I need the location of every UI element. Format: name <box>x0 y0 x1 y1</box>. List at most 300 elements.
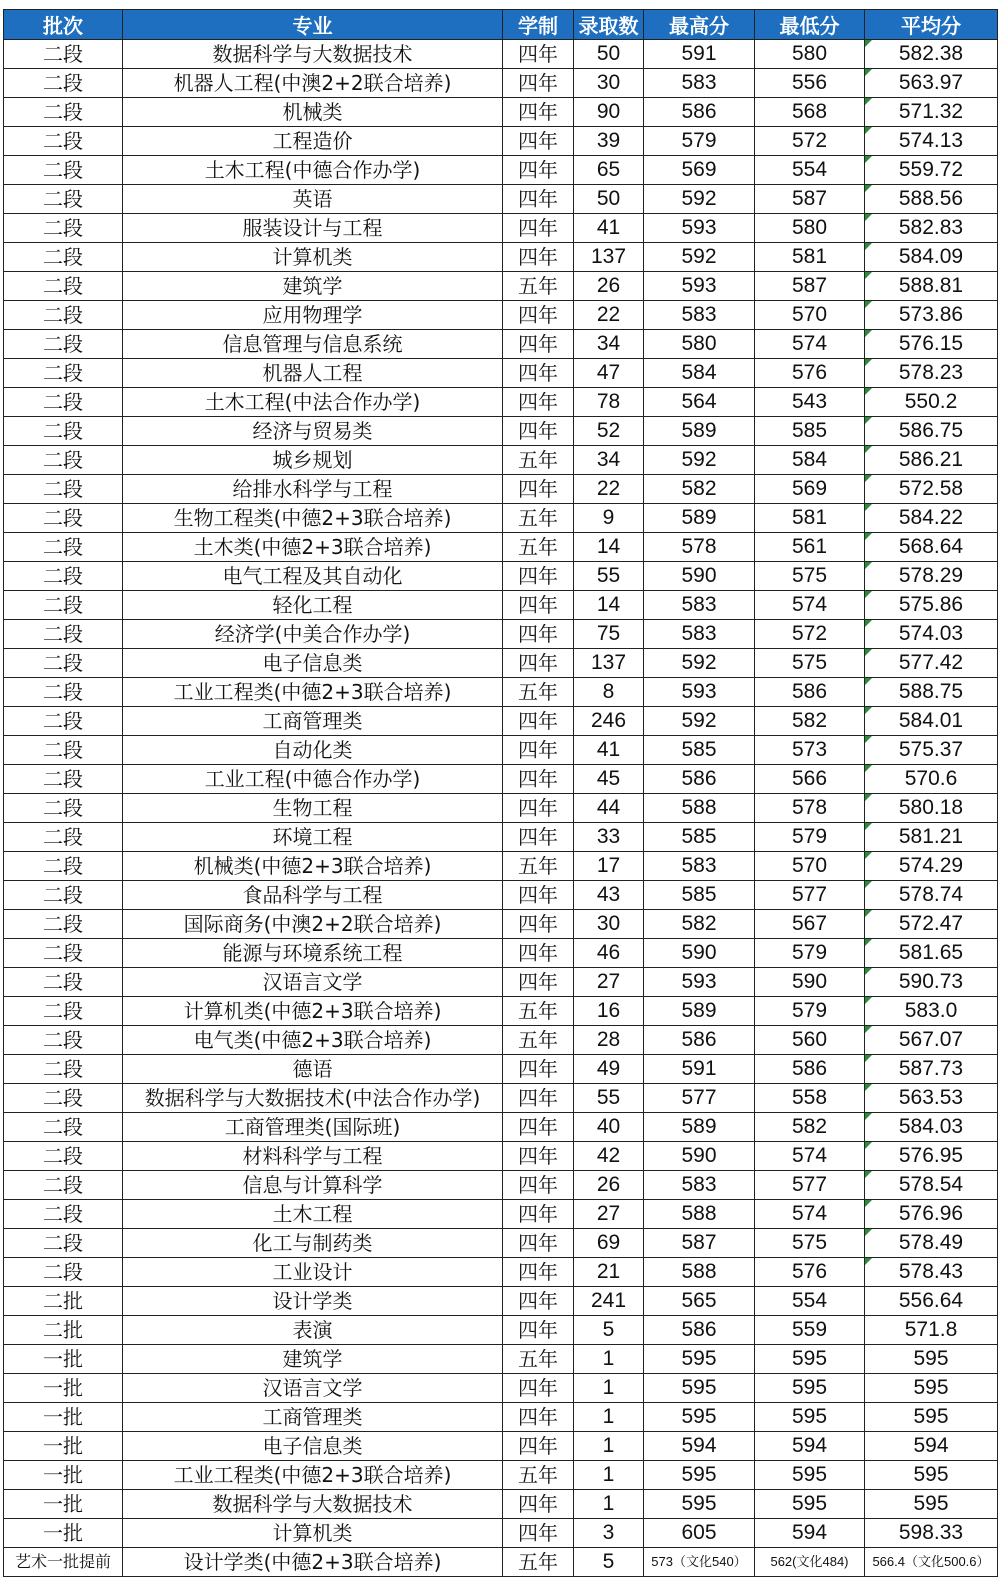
cell-avg-score: 571.8 <box>865 1316 998 1345</box>
cell-batch: 二段 <box>4 40 123 69</box>
cell-avg-score: 550.2 <box>865 388 998 417</box>
cell-major: 给排水科学与工程 <box>123 475 503 504</box>
cell-max-score: 590 <box>644 939 755 968</box>
cell-admitted-count: 50 <box>574 185 644 214</box>
cell-duration: 四年 <box>503 1055 574 1084</box>
table-row <box>4 446 998 475</box>
cell-avg-score: 576.96 <box>865 1200 998 1229</box>
table-row <box>4 1258 998 1287</box>
cell-max-score: 583 <box>644 1171 755 1200</box>
header-min-score: 最低分 <box>755 10 865 40</box>
cell-duration: 四年 <box>503 1229 574 1258</box>
cell-max-score: 595 <box>644 1374 755 1403</box>
cell-max-score: 583 <box>644 620 755 649</box>
cell-avg-score: 567.07 <box>865 1026 998 1055</box>
cell-min-score: 580 <box>755 40 865 69</box>
table-row <box>4 910 998 939</box>
cell-major: 建筑学 <box>123 1345 503 1374</box>
cell-admitted-count: 41 <box>574 214 644 243</box>
table-row <box>4 1432 998 1461</box>
cell-batch: 二段 <box>4 301 123 330</box>
cell-duration: 四年 <box>503 881 574 910</box>
cell-max-score: 583 <box>644 591 755 620</box>
cell-min-score: 590 <box>755 968 865 997</box>
cell-batch: 二段 <box>4 707 123 736</box>
cell-major: 建筑学 <box>123 272 503 301</box>
header-max-score: 最高分 <box>644 10 755 40</box>
cell-admitted-count: 33 <box>574 823 644 852</box>
cell-duration: 五年 <box>503 997 574 1026</box>
cell-batch: 二批 <box>4 1316 123 1345</box>
table-row <box>4 997 998 1026</box>
cell-avg-score: 587.73 <box>865 1055 998 1084</box>
cell-max-score: 573（文化540） <box>644 1548 755 1577</box>
cell-min-score: 560 <box>755 1026 865 1055</box>
table-row <box>4 40 998 69</box>
cell-max-score: 585 <box>644 736 755 765</box>
cell-min-score: 576 <box>755 359 865 388</box>
cell-avg-score: 582.38 <box>865 40 998 69</box>
cell-duration: 四年 <box>503 562 574 591</box>
cell-max-score: 591 <box>644 1055 755 1084</box>
cell-major: 土木类(中德2+3联合培养) <box>123 533 503 562</box>
cell-avg-score: 563.97 <box>865 69 998 98</box>
cell-min-score: 577 <box>755 881 865 910</box>
cell-min-score: 595 <box>755 1374 865 1403</box>
cell-avg-score: 574.13 <box>865 127 998 156</box>
table-row <box>4 823 998 852</box>
cell-major: 德语 <box>123 1055 503 1084</box>
cell-max-score: 586 <box>644 1026 755 1055</box>
cell-avg-score: 576.15 <box>865 330 998 359</box>
cell-duration: 四年 <box>503 910 574 939</box>
cell-major: 环境工程 <box>123 823 503 852</box>
cell-duration: 四年 <box>503 359 574 388</box>
cell-min-score: 568 <box>755 98 865 127</box>
table-row <box>4 243 998 272</box>
table-row <box>4 562 998 591</box>
cell-duration: 四年 <box>503 243 574 272</box>
cell-batch: 二批 <box>4 1287 123 1316</box>
cell-min-score: 582 <box>755 1113 865 1142</box>
cell-max-score: 589 <box>644 1113 755 1142</box>
cell-major: 工商管理类(国际班) <box>123 1113 503 1142</box>
cell-admitted-count: 28 <box>574 1026 644 1055</box>
cell-max-score: 592 <box>644 707 755 736</box>
cell-avg-score: 586.75 <box>865 417 998 446</box>
table-row <box>4 678 998 707</box>
cell-duration: 四年 <box>503 591 574 620</box>
cell-min-score: 578 <box>755 794 865 823</box>
cell-major: 工商管理类 <box>123 1403 503 1432</box>
cell-duration: 四年 <box>503 301 574 330</box>
cell-min-score: 584 <box>755 446 865 475</box>
cell-major: 土木工程 <box>123 1200 503 1229</box>
table-row <box>4 214 998 243</box>
cell-duration: 四年 <box>503 649 574 678</box>
cell-avg-score: 595 <box>865 1374 998 1403</box>
cell-admitted-count: 30 <box>574 69 644 98</box>
table-row <box>4 968 998 997</box>
cell-admitted-count: 42 <box>574 1142 644 1171</box>
cell-major: 计算机类 <box>123 243 503 272</box>
cell-min-score: 595 <box>755 1461 865 1490</box>
cell-major: 机械类(中德2+3联合培养) <box>123 852 503 881</box>
cell-duration: 五年 <box>503 504 574 533</box>
cell-admitted-count: 49 <box>574 1055 644 1084</box>
table-body <box>4 40 998 1577</box>
cell-batch: 二段 <box>4 1026 123 1055</box>
cell-avg-score: 581.65 <box>865 939 998 968</box>
table-row <box>4 736 998 765</box>
cell-min-score: 567 <box>755 910 865 939</box>
table-row <box>4 881 998 910</box>
table-row <box>4 939 998 968</box>
cell-admitted-count: 39 <box>574 127 644 156</box>
cell-min-score: 580 <box>755 214 865 243</box>
cell-admitted-count: 75 <box>574 620 644 649</box>
cell-duration: 五年 <box>503 852 574 881</box>
cell-admitted-count: 5 <box>574 1548 644 1577</box>
table-row <box>4 794 998 823</box>
cell-max-score: 589 <box>644 417 755 446</box>
cell-major: 工程造价 <box>123 127 503 156</box>
cell-duration: 四年 <box>503 1258 574 1287</box>
table-header <box>4 10 998 40</box>
cell-min-score: 562(文化484) <box>755 1548 865 1577</box>
cell-max-score: 564 <box>644 388 755 417</box>
cell-min-score: 581 <box>755 504 865 533</box>
cell-major: 数据科学与大数据技术(中法合作办学) <box>123 1084 503 1113</box>
cell-avg-score: 571.32 <box>865 98 998 127</box>
cell-admitted-count: 27 <box>574 1200 644 1229</box>
cell-min-score: 595 <box>755 1345 865 1374</box>
cell-batch: 二段 <box>4 591 123 620</box>
cell-admitted-count: 50 <box>574 40 644 69</box>
cell-batch: 二段 <box>4 1200 123 1229</box>
cell-avg-score: 563.53 <box>865 1084 998 1113</box>
cell-min-score: 556 <box>755 69 865 98</box>
cell-duration: 四年 <box>503 1142 574 1171</box>
cell-duration: 四年 <box>503 156 574 185</box>
cell-min-score: 561 <box>755 533 865 562</box>
cell-major: 汉语言文学 <box>123 1374 503 1403</box>
cell-major: 土木工程(中德合作办学) <box>123 156 503 185</box>
cell-min-score: 575 <box>755 1229 865 1258</box>
cell-major: 信息与计算科学 <box>123 1171 503 1200</box>
table-row <box>4 504 998 533</box>
cell-max-score: 578 <box>644 533 755 562</box>
cell-min-score: 587 <box>755 272 865 301</box>
cell-min-score: 566 <box>755 765 865 794</box>
cell-avg-score: 582.83 <box>865 214 998 243</box>
cell-avg-score: 586.21 <box>865 446 998 475</box>
cell-avg-score: 570.6 <box>865 765 998 794</box>
cell-avg-score: 583.0 <box>865 997 998 1026</box>
cell-major: 土木工程(中法合作办学) <box>123 388 503 417</box>
cell-batch: 二段 <box>4 417 123 446</box>
header-admitted-count: 录取数 <box>574 10 644 40</box>
cell-major: 经济与贸易类 <box>123 417 503 446</box>
cell-duration: 四年 <box>503 1113 574 1142</box>
cell-avg-score: 584.22 <box>865 504 998 533</box>
table-row <box>4 1171 998 1200</box>
cell-admitted-count: 9 <box>574 504 644 533</box>
cell-batch: 二段 <box>4 359 123 388</box>
cell-batch: 二段 <box>4 997 123 1026</box>
cell-avg-score: 574.29 <box>865 852 998 881</box>
table-row <box>4 156 998 185</box>
table-row <box>4 1113 998 1142</box>
cell-max-score: 588 <box>644 794 755 823</box>
cell-max-score: 586 <box>644 98 755 127</box>
table-row <box>4 1026 998 1055</box>
cell-batch: 二段 <box>4 649 123 678</box>
header-row <box>4 10 998 40</box>
table-row <box>4 1055 998 1084</box>
cell-admitted-count: 246 <box>574 707 644 736</box>
cell-min-score: 558 <box>755 1084 865 1113</box>
cell-major: 电子信息类 <box>123 649 503 678</box>
cell-batch: 二段 <box>4 446 123 475</box>
table-row <box>4 330 998 359</box>
cell-major: 设计学类 <box>123 1287 503 1316</box>
cell-duration: 四年 <box>503 1316 574 1345</box>
cell-major: 计算机类(中德2+3联合培养) <box>123 997 503 1026</box>
cell-max-score: 586 <box>644 1316 755 1345</box>
cell-batch: 二段 <box>4 1258 123 1287</box>
cell-batch: 二段 <box>4 562 123 591</box>
cell-max-score: 595 <box>644 1461 755 1490</box>
cell-min-score: 574 <box>755 330 865 359</box>
cell-major: 机器人工程(中澳2+2联合培养) <box>123 69 503 98</box>
cell-duration: 五年 <box>503 272 574 301</box>
cell-admitted-count: 21 <box>574 1258 644 1287</box>
cell-min-score: 543 <box>755 388 865 417</box>
cell-avg-score: 590.73 <box>865 968 998 997</box>
cell-avg-score: 578.29 <box>865 562 998 591</box>
cell-duration: 五年 <box>503 1345 574 1374</box>
table-row <box>4 69 998 98</box>
cell-max-score: 580 <box>644 330 755 359</box>
cell-avg-score: 576.95 <box>865 1142 998 1171</box>
cell-avg-score: 577.42 <box>865 649 998 678</box>
cell-batch: 二段 <box>4 1229 123 1258</box>
cell-major: 机器人工程 <box>123 359 503 388</box>
cell-admitted-count: 34 <box>574 330 644 359</box>
cell-batch: 二段 <box>4 881 123 910</box>
cell-max-score: 583 <box>644 301 755 330</box>
cell-min-score: 569 <box>755 475 865 504</box>
cell-avg-score: 595 <box>865 1490 998 1519</box>
cell-avg-score: 574.03 <box>865 620 998 649</box>
cell-batch: 二段 <box>4 185 123 214</box>
table-row <box>4 852 998 881</box>
cell-duration: 四年 <box>503 736 574 765</box>
cell-max-score: 605 <box>644 1519 755 1548</box>
cell-major: 生物工程类(中德2+3联合培养) <box>123 504 503 533</box>
cell-duration: 四年 <box>503 1374 574 1403</box>
cell-min-score: 587 <box>755 185 865 214</box>
cell-max-score: 594 <box>644 1432 755 1461</box>
cell-major: 计算机类 <box>123 1519 503 1548</box>
table-row <box>4 1229 998 1258</box>
table-row <box>4 591 998 620</box>
cell-major: 电气类(中德2+3联合培养) <box>123 1026 503 1055</box>
cell-min-score: 575 <box>755 562 865 591</box>
table-row <box>4 359 998 388</box>
cell-admitted-count: 14 <box>574 533 644 562</box>
table-row <box>4 1084 998 1113</box>
header-batch: 批次 <box>4 10 123 40</box>
cell-batch: 二段 <box>4 1171 123 1200</box>
cell-avg-score: 572.58 <box>865 475 998 504</box>
cell-avg-score: 578.74 <box>865 881 998 910</box>
cell-avg-score: 556.64 <box>865 1287 998 1316</box>
cell-duration: 四年 <box>503 620 574 649</box>
cell-major: 工商管理类 <box>123 707 503 736</box>
cell-avg-score: 572.47 <box>865 910 998 939</box>
cell-batch: 二段 <box>4 98 123 127</box>
cell-avg-score: 595 <box>865 1461 998 1490</box>
admission-scores-table <box>3 9 998 1577</box>
cell-major: 汉语言文学 <box>123 968 503 997</box>
cell-admitted-count: 65 <box>574 156 644 185</box>
table-row <box>4 417 998 446</box>
cell-min-score: 576 <box>755 1258 865 1287</box>
cell-min-score: 570 <box>755 852 865 881</box>
cell-avg-score: 588.81 <box>865 272 998 301</box>
cell-major: 能源与环境系统工程 <box>123 939 503 968</box>
cell-major: 数据科学与大数据技术 <box>123 1490 503 1519</box>
cell-max-score: 587 <box>644 1229 755 1258</box>
cell-duration: 五年 <box>503 1026 574 1055</box>
cell-duration: 四年 <box>503 1200 574 1229</box>
cell-avg-score: 584.09 <box>865 243 998 272</box>
cell-major: 应用物理学 <box>123 301 503 330</box>
cell-max-score: 595 <box>644 1345 755 1374</box>
cell-admitted-count: 1 <box>574 1461 644 1490</box>
cell-duration: 四年 <box>503 330 574 359</box>
cell-avg-score: 595 <box>865 1345 998 1374</box>
cell-min-score: 585 <box>755 417 865 446</box>
cell-admitted-count: 26 <box>574 1171 644 1200</box>
cell-batch: 二段 <box>4 533 123 562</box>
table-row <box>4 1461 998 1490</box>
cell-max-score: 592 <box>644 446 755 475</box>
table-row <box>4 1200 998 1229</box>
cell-major: 工业工程类(中德2+3联合培养) <box>123 1461 503 1490</box>
cell-admitted-count: 3 <box>574 1519 644 1548</box>
cell-duration: 四年 <box>503 823 574 852</box>
cell-duration: 四年 <box>503 185 574 214</box>
table-row <box>4 533 998 562</box>
cell-duration: 五年 <box>503 533 574 562</box>
cell-min-score: 559 <box>755 1316 865 1345</box>
cell-avg-score: 573.86 <box>865 301 998 330</box>
cell-max-score: 582 <box>644 910 755 939</box>
cell-major: 电子信息类 <box>123 1432 503 1461</box>
cell-batch: 二段 <box>4 127 123 156</box>
cell-max-score: 577 <box>644 1084 755 1113</box>
cell-max-score: 592 <box>644 185 755 214</box>
cell-min-score: 594 <box>755 1432 865 1461</box>
cell-batch: 一批 <box>4 1432 123 1461</box>
cell-duration: 四年 <box>503 939 574 968</box>
cell-admitted-count: 1 <box>574 1490 644 1519</box>
cell-admitted-count: 241 <box>574 1287 644 1316</box>
cell-avg-score: 575.37 <box>865 736 998 765</box>
cell-min-score: 572 <box>755 620 865 649</box>
cell-duration: 四年 <box>503 98 574 127</box>
cell-avg-score: 584.01 <box>865 707 998 736</box>
table-row <box>4 1403 998 1432</box>
table-row <box>4 1345 998 1374</box>
table-row <box>4 475 998 504</box>
cell-duration: 四年 <box>503 794 574 823</box>
cell-admitted-count: 47 <box>574 359 644 388</box>
cell-duration: 四年 <box>503 40 574 69</box>
cell-batch: 二段 <box>4 504 123 533</box>
cell-max-score: 593 <box>644 214 755 243</box>
cell-batch: 二段 <box>4 156 123 185</box>
cell-max-score: 579 <box>644 127 755 156</box>
cell-min-score: 577 <box>755 1171 865 1200</box>
cell-max-score: 569 <box>644 156 755 185</box>
cell-batch: 二段 <box>4 243 123 272</box>
cell-major: 电气工程及其自动化 <box>123 562 503 591</box>
cell-min-score: 594 <box>755 1519 865 1548</box>
cell-major: 经济学(中美合作办学) <box>123 620 503 649</box>
cell-min-score: 554 <box>755 156 865 185</box>
cell-admitted-count: 40 <box>574 1113 644 1142</box>
cell-max-score: 591 <box>644 40 755 69</box>
cell-admitted-count: 1 <box>574 1403 644 1432</box>
cell-batch: 一批 <box>4 1490 123 1519</box>
cell-admitted-count: 43 <box>574 881 644 910</box>
cell-admitted-count: 52 <box>574 417 644 446</box>
cell-admitted-count: 30 <box>574 910 644 939</box>
cell-avg-score: 566.4（文化500.6） <box>865 1548 998 1577</box>
cell-max-score: 590 <box>644 562 755 591</box>
cell-max-score: 593 <box>644 272 755 301</box>
cell-max-score: 583 <box>644 852 755 881</box>
cell-major: 自动化类 <box>123 736 503 765</box>
cell-min-score: 573 <box>755 736 865 765</box>
cell-batch: 二段 <box>4 69 123 98</box>
cell-admitted-count: 26 <box>574 272 644 301</box>
cell-duration: 四年 <box>503 1490 574 1519</box>
cell-admitted-count: 22 <box>574 475 644 504</box>
table-row <box>4 1519 998 1548</box>
cell-batch: 二段 <box>4 1084 123 1113</box>
cell-batch: 二段 <box>4 794 123 823</box>
cell-min-score: 554 <box>755 1287 865 1316</box>
cell-major: 化工与制药类 <box>123 1229 503 1258</box>
cell-admitted-count: 78 <box>574 388 644 417</box>
cell-batch: 二段 <box>4 1055 123 1084</box>
cell-max-score: 586 <box>644 765 755 794</box>
cell-min-score: 574 <box>755 1200 865 1229</box>
cell-max-score: 589 <box>644 504 755 533</box>
cell-major: 英语 <box>123 185 503 214</box>
cell-min-score: 570 <box>755 301 865 330</box>
cell-batch: 二段 <box>4 620 123 649</box>
cell-batch: 一批 <box>4 1403 123 1432</box>
table-row <box>4 765 998 794</box>
cell-min-score: 581 <box>755 243 865 272</box>
cell-admitted-count: 16 <box>574 997 644 1026</box>
